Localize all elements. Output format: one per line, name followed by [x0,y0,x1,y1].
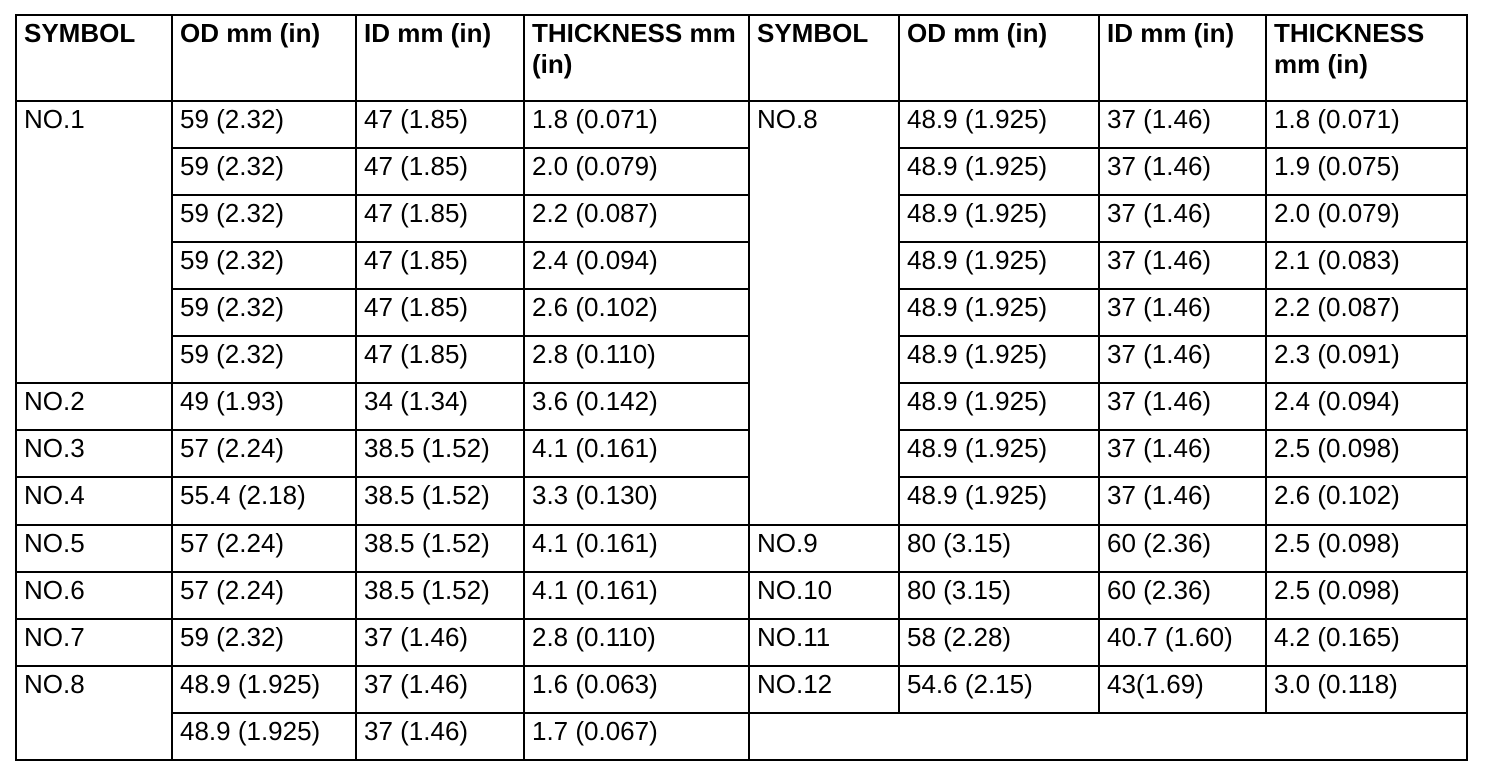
symbol-cell: NO.1 [16,101,172,148]
id-cell: 60 (2.36) [1099,572,1266,619]
thickness-cell: 2.8 (0.110) [524,619,749,666]
symbol-cell [749,336,899,383]
od-cell: 48.9 (1.925) [899,336,1099,383]
symbol-cell [749,148,899,195]
id-cell: 37 (1.46) [1099,477,1266,524]
symbol-cell: NO.5 [16,525,172,572]
thickness-cell: 2.6 (0.102) [1266,477,1467,524]
header-thickness: THICKNESS mm (in) [524,15,749,101]
od-cell: 57 (2.24) [172,572,356,619]
symbol-cell [749,195,899,242]
symbol-cell: NO.7 [16,619,172,666]
header-thickness: THICKNESS mm (in) [1266,15,1467,101]
id-cell: 47 (1.85) [356,289,524,336]
header-id: ID mm (in) [1099,15,1266,101]
symbol-cell [16,289,172,336]
od-cell: 57 (2.24) [172,525,356,572]
thickness-cell: 4.2 (0.165) [1266,619,1467,666]
thickness-cell: 1.8 (0.071) [1266,101,1467,148]
od-cell: 55.4 (2.18) [172,477,356,524]
symbol-cell [749,477,899,524]
od-cell: 59 (2.32) [172,619,356,666]
thickness-cell: 2.2 (0.087) [1266,289,1467,336]
symbol-cell: NO.6 [16,572,172,619]
id-cell: 37 (1.46) [356,666,524,713]
id-cell: 37 (1.46) [1099,289,1266,336]
table-row [16,477,1467,524]
header-row [16,15,1467,101]
table-row [16,101,1467,148]
od-cell: 48.9 (1.925) [172,713,356,760]
id-cell: 40.7 (1.60) [1099,619,1266,666]
od-cell: 80 (3.15) [899,572,1099,619]
thickness-cell: 1.7 (0.067) [524,713,749,760]
header-id: ID mm (in) [356,15,524,101]
header-od: OD mm (in) [172,15,356,101]
id-cell: 37 (1.46) [1099,148,1266,195]
od-cell: 48.9 (1.925) [899,289,1099,336]
thickness-cell: 2.5 (0.098) [1266,525,1467,572]
table-row [16,713,1467,760]
id-cell: 37 (1.46) [1099,101,1266,148]
symbol-cell [16,148,172,195]
id-cell: 37 (1.46) [1099,383,1266,430]
thickness-cell: 2.4 (0.094) [1266,383,1467,430]
thickness-cell: 4.1 (0.161) [524,572,749,619]
od-cell: 48.9 (1.925) [899,383,1099,430]
thickness-cell: 1.6 (0.063) [524,666,749,713]
thickness-cell: 4.1 (0.161) [524,525,749,572]
table-row [16,572,1467,619]
id-cell: 38.5 (1.52) [356,525,524,572]
id-cell: 37 (1.46) [356,713,524,760]
id-cell: 34 (1.34) [356,383,524,430]
thickness-cell: 1.8 (0.071) [524,101,749,148]
symbol-cell [749,242,899,289]
od-cell: 49 (1.93) [172,383,356,430]
table-row [16,336,1467,383]
header-od: OD mm (in) [899,15,1099,101]
table-row [16,148,1467,195]
symbol-cell [16,195,172,242]
od-cell: 59 (2.32) [172,289,356,336]
od-cell: 59 (2.32) [172,195,356,242]
od-cell: 48.9 (1.925) [172,666,356,713]
thickness-cell: 3.0 (0.118) [1266,666,1467,713]
symbol-cell [16,713,172,760]
symbol-cell [749,289,899,336]
header-symbol: SYMBOL [16,15,172,101]
thickness-cell: 2.4 (0.094) [524,242,749,289]
symbol-cell: NO.10 [749,572,899,619]
od-cell: 59 (2.32) [172,242,356,289]
symbol-cell [16,242,172,289]
symbol-cell: NO.11 [749,619,899,666]
table-row [16,666,1467,713]
od-cell: 57 (2.24) [172,430,356,477]
od-cell: 54.6 (2.15) [899,666,1099,713]
symbol-cell: NO.9 [749,525,899,572]
id-cell: 43(1.69) [1099,666,1266,713]
id-cell: 37 (1.46) [1099,430,1266,477]
thickness-cell: 2.0 (0.079) [524,148,749,195]
symbol-cell [16,336,172,383]
id-cell: 47 (1.85) [356,195,524,242]
symbol-cell: NO.2 [16,383,172,430]
symbol-cell [749,430,899,477]
table-row [16,525,1467,572]
id-cell: 38.5 (1.52) [356,430,524,477]
od-cell: 48.9 (1.925) [899,101,1099,148]
id-cell: 47 (1.85) [356,101,524,148]
thickness-cell: 2.3 (0.091) [1266,336,1467,383]
symbol-cell [749,383,899,430]
od-cell: 48.9 (1.925) [899,477,1099,524]
thickness-cell: 2.1 (0.083) [1266,242,1467,289]
id-cell: 37 (1.46) [356,619,524,666]
empty-cell [749,713,1467,760]
id-cell: 37 (1.46) [1099,336,1266,383]
thickness-cell: 2.2 (0.087) [524,195,749,242]
symbol-cell: NO.4 [16,477,172,524]
header-symbol: SYMBOL [749,15,899,101]
thickness-cell: 4.1 (0.161) [524,430,749,477]
thickness-cell: 2.8 (0.110) [524,336,749,383]
table-row [16,289,1467,336]
symbol-cell: NO.8 [749,101,899,148]
specification-table [15,14,1468,761]
table-row [16,383,1467,430]
od-cell: 59 (2.32) [172,148,356,195]
table-row [16,430,1467,477]
id-cell: 47 (1.85) [356,148,524,195]
id-cell: 47 (1.85) [356,242,524,289]
table-row [16,242,1467,289]
id-cell: 37 (1.46) [1099,195,1266,242]
od-cell: 59 (2.32) [172,101,356,148]
od-cell: 58 (2.28) [899,619,1099,666]
thickness-cell: 2.6 (0.102) [524,289,749,336]
id-cell: 37 (1.46) [1099,242,1266,289]
od-cell: 48.9 (1.925) [899,195,1099,242]
id-cell: 38.5 (1.52) [356,572,524,619]
thickness-cell: 2.5 (0.098) [1266,430,1467,477]
od-cell: 48.9 (1.925) [899,430,1099,477]
id-cell: 38.5 (1.52) [356,477,524,524]
thickness-cell: 3.6 (0.142) [524,383,749,430]
od-cell: 59 (2.32) [172,336,356,383]
symbol-cell: NO.8 [16,666,172,713]
table-row [16,195,1467,242]
symbol-cell: NO.12 [749,666,899,713]
od-cell: 80 (3.15) [899,525,1099,572]
od-cell: 48.9 (1.925) [899,242,1099,289]
thickness-cell: 1.9 (0.075) [1266,148,1467,195]
thickness-cell: 3.3 (0.130) [524,477,749,524]
table-row [16,619,1467,666]
thickness-cell: 2.5 (0.098) [1266,572,1467,619]
od-cell: 48.9 (1.925) [899,148,1099,195]
thickness-cell: 2.0 (0.079) [1266,195,1467,242]
symbol-cell: NO.3 [16,430,172,477]
id-cell: 47 (1.85) [356,336,524,383]
id-cell: 60 (2.36) [1099,525,1266,572]
